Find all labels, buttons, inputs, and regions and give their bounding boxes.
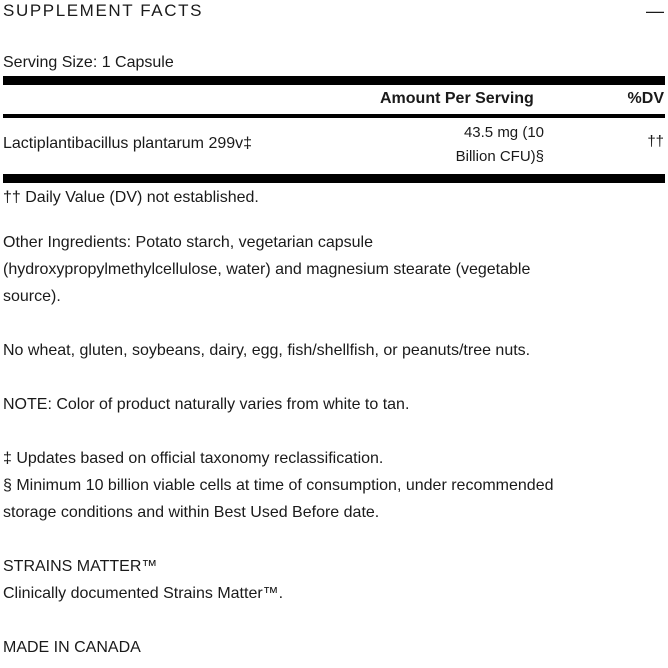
other-ingredients-line-1: Other Ingredients: Potato starch, vegetarian capsule — [3, 234, 373, 251]
section-title: SUPPLEMENT FACTS — [3, 1, 204, 20]
viability-footnote-line-1: § Minimum 10 billion viable cells at time of consumption, under recommended — [3, 477, 554, 494]
strains-text: Clinically documented Strains Matter™. — [3, 585, 284, 602]
allergen-note: No wheat, gluten, soybeans, dairy, egg, fish/shellfish, or peanuts/tree nuts. — [3, 342, 531, 359]
origin: MADE IN CANADA — [3, 639, 141, 656]
dv-column-header: %DV — [627, 90, 664, 107]
color-note: NOTE: Color of product naturally varies from white to tan. — [3, 396, 410, 413]
amount-column-header: Amount Per Serving — [380, 90, 534, 107]
amount-line-1: 43.5 mg (10 — [463, 124, 544, 141]
footnotes — [3, 445, 663, 526]
other-ingredients-line-3: source). — [3, 288, 61, 305]
header-rule — [3, 114, 665, 118]
amount-line-2: Billion CFU)§ — [455, 148, 544, 165]
ingredient-name: Lactiplantibacillus plantarum 299v‡ — [3, 135, 253, 152]
table-bottom-rule — [3, 174, 665, 183]
viability-footnote-line-2: storage conditions and within Best Used Before date. — [3, 504, 380, 521]
serving-size: Serving Size: 1 Capsule — [3, 54, 174, 71]
strains-section — [3, 553, 663, 607]
other-ingredients-line-2: (hydroxypropylmethylcellulose, water) and magnesium stearate (vegetable — [3, 261, 531, 278]
supplement-facts-header[interactable] — [3, 0, 664, 22]
table-top-rule — [3, 76, 665, 85]
minus-icon[interactable]: — — [646, 1, 664, 21]
ingredient-dv: †† — [647, 133, 664, 150]
dv-note: †† Daily Value (DV) not established. — [3, 189, 259, 206]
strains-heading: STRAINS MATTER™ — [3, 558, 158, 575]
taxonomy-footnote: ‡ Updates based on official taxonomy reclassification. — [3, 450, 384, 467]
other-ingredients — [3, 229, 663, 310]
ingredient-amount — [438, 121, 544, 169]
